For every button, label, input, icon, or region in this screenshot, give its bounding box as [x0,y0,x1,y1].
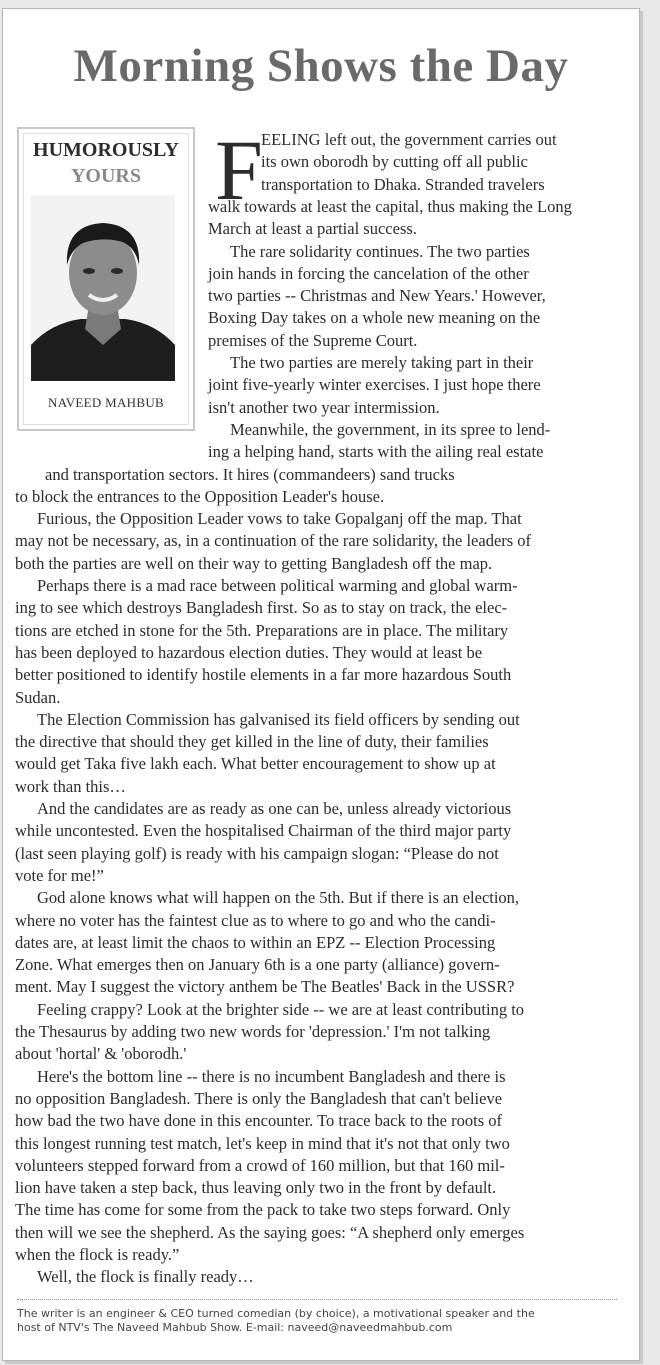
article-title: Morning Shows the Day [73,40,569,92]
article-line: The time has come for some from the pack to take two steps forward. Only [15,1200,511,1220]
article-page [2,8,640,1361]
article-line: God alone knows what will happen on the 5th. But if there is an election, [37,888,520,908]
article-line: how bad the two have done in this encounter. To trace back to the roots of [15,1111,502,1131]
article-line: walk towards at least the capital, thus making the Long [208,196,572,216]
article-line: transportation to Dhaka. Stranded travelers [261,174,545,194]
article-line: lion have taken a step back, thus leaving only two in the front by default. [15,1178,497,1198]
article-line: Here's the bottom line -- there is no incumbent Bangladesh and there is [37,1066,506,1086]
column-name-line2: YOURS [70,165,141,187]
article-line: two parties -- Christmas and New Years.' However, [208,286,546,306]
article-line: joint five-yearly winter exercises. I just hope there [208,375,541,395]
article-line: both the parties are well on their way to getting Bangladesh off the map. [15,553,493,573]
article-line: this longest running test match, let's keep in mind that it's not that only two [15,1133,510,1153]
article-line: The rare solidarity continues. The two parties [230,241,530,261]
article-line: Boxing Day takes on a whole new meaning on the [208,308,541,328]
article-line: its own oborodh by cutting off all public [261,152,528,172]
article-line: then will we see the shepherd. As the saying goes: “A shepherd only emerges [15,1222,525,1242]
article-line: The two parties are merely taking part in their [230,353,534,372]
article-line: ing to see which destroys Bangladesh first. So as to stay on track, the elec- [15,598,508,618]
article-line: Furious, the Opposition Leader vows to take Gopalganj off the map. That [37,509,522,529]
article-line: has been deployed to hazardous election duties. They would at least be [15,642,483,662]
article-line: ment. May I suggest the victory anthem be The Beatles' Back in the USSR? [15,977,515,997]
article-line: dates are, at least limit the chaos to within an EPZ -- Election Processing [15,932,496,952]
article-line: and transportation sectors. It hires (commandeers) sand trucks [45,464,455,484]
article-line: while uncontested. Even the hospitalised Chairman of the third major party [15,821,512,841]
footer-note-line: host of NTV's The Naveed Mahbub Show. E-mail: naveed@naveedmahbub.com [17,1321,453,1334]
article-line: isn't another two year intermission. [208,397,440,417]
article-line: Meanwhile, the government, in its spree to lend- [230,419,551,439]
article-line: premises of the Supreme Court. [208,330,418,350]
author-name: NAVEED MAHBUB [48,395,164,410]
article-line: Perhaps there is a mad race between political warming and global warm- [37,576,518,595]
column-byline-box [17,127,195,431]
article-line: to block the entrances to the Opposition Leader's house. [15,486,385,506]
article-line: better positioned to identify hostile elements in a far more hazardous South [15,665,512,685]
article-line: work than this… [15,776,126,796]
article-line: the directive that should they get killed in the line of duty, their families [15,732,489,752]
article-line: And the candidates are as ready as one can be, unless already victorious [37,799,512,818]
article-line: about 'hortal' & 'oborodh.' [15,1044,187,1064]
drop-cap-letter: F [215,122,263,218]
article-line: ing a helping hand, starts with the ailing real estate [208,442,544,462]
article-line: where no voter has the faintest clue as to where to go and who the candi- [15,910,496,930]
article-line: volunteers stepped forward from a crowd of 160 million, but that 160 mil- [15,1155,505,1175]
article-line: Feeling crappy? Look at the brighter side -- we are at least contributing to [37,999,525,1019]
article-line: vote for me!” [15,865,104,885]
column-name-line1: HUMOROUSLY [33,139,179,161]
footer-note-line: The writer is an engineer & CEO turned comedian (by choice), a motivational speaker and the [17,1307,535,1320]
article-line: March at least a partial success. [208,219,417,239]
author-portrait-image [31,195,175,381]
footer-divider [17,1299,617,1300]
article-line: Zone. What emerges then on January 6th is a one party (alliance) govern- [15,955,500,975]
article-line: no opposition Bangladesh. There is only the Bangladesh that can't believe [15,1088,503,1108]
article-line: (last seen playing golf) is ready with his campaign slogan: “Please do not [15,843,499,863]
article-line: may not be necessary, as, in a continuation of the rare solidarity, the leaders of [15,531,532,551]
article-line: The Election Commission has galvanised its field officers by sending out [37,709,520,729]
article-line: Well, the flock is finally ready… [37,1267,254,1287]
author-photo [31,195,175,381]
article-line: join hands in forcing the cancelation of the other [208,263,529,283]
article-line: would get Taka five lakh each. What better encouragement to show up at [15,754,496,774]
article-line: EELING left out, the government carries out [261,130,557,149]
article-line: the Thesaurus by adding two new words for 'depression.' I'm not talking [15,1022,491,1041]
article-line: when the flock is ready.” [15,1245,180,1264]
article-line: Sudan. [15,687,61,707]
article-line: tions are etched in stone for the 5th. Preparations are in place. The military [15,620,509,640]
